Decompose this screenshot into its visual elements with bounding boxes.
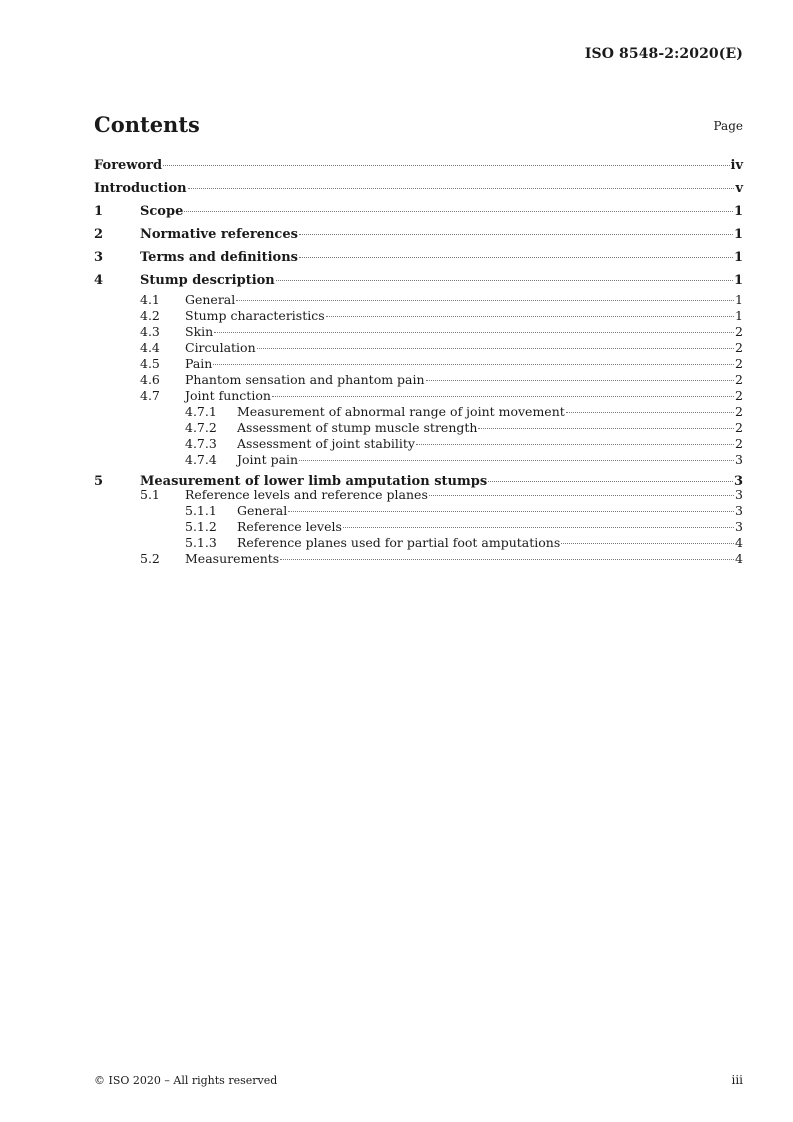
toc-entry-number: 4.7.3 [185, 436, 217, 451]
toc-entry-4-7-2[interactable] [94, 420, 743, 436]
toc-entry-page: 3 [735, 452, 743, 467]
toc-entry-page: 3 [735, 503, 743, 518]
toc-entry-label: Assessment of stump muscle strength [237, 420, 478, 435]
toc-entry-number: 4.6 [140, 372, 160, 387]
toc-entry-page: iv [730, 158, 743, 173]
toc-entry-number: 4.4 [140, 340, 160, 355]
toc-entry-4-5[interactable] [94, 356, 743, 372]
toc-entry-4-4[interactable] [94, 340, 743, 356]
toc-entry-page: 2 [735, 436, 743, 451]
dot-leader [488, 481, 733, 482]
dot-leader [288, 511, 734, 512]
dot-leader [566, 412, 734, 413]
dot-leader [299, 460, 734, 461]
toc-entry-normative-references[interactable] [94, 223, 743, 246]
toc-entry-label: Joint function [185, 388, 271, 403]
toc-entry-label: Phantom sensation and phantom pain [185, 372, 425, 387]
toc-entry-number: 1 [94, 204, 104, 219]
toc-entry-number: 4.7.1 [185, 404, 217, 419]
contents-heading-row [94, 112, 743, 140]
toc-entry-number: 4.7.2 [185, 420, 217, 435]
toc-entry-4-3[interactable] [94, 324, 743, 340]
toc-entry-page: v [735, 181, 743, 196]
dot-leader [188, 188, 735, 189]
toc-entry-label: Stump description [140, 273, 275, 288]
toc-entry-4-7-1[interactable] [94, 404, 743, 420]
toc-entry-stump-description[interactable] [94, 269, 743, 292]
dot-leader [236, 300, 734, 301]
table-of-contents [94, 154, 743, 567]
toc-entry-page: 3 [735, 487, 743, 502]
toc-entry-number: 4.1 [140, 292, 160, 307]
toc-entry-label: Foreword [94, 158, 163, 173]
toc-entry-page: 1 [733, 250, 743, 265]
dot-leader [276, 280, 733, 281]
toc-entry-number: 4.3 [140, 324, 160, 339]
dot-leader [272, 396, 734, 397]
toc-entry-number: 4.2 [140, 308, 160, 323]
toc-entry-number: 4.7.4 [185, 452, 217, 467]
document-id: ISO 8548-2:2020(E) [584, 46, 743, 62]
toc-entry-page: 3 [733, 474, 743, 489]
toc-entry-scope[interactable] [94, 200, 743, 223]
dot-leader [213, 364, 734, 365]
toc-entry-label: Reference levels and reference planes [185, 487, 428, 502]
toc-entry-number: 5.2 [140, 551, 160, 566]
dot-leader [163, 165, 729, 166]
toc-entry-number: 5.1.1 [185, 503, 217, 518]
toc-entry-number: 5.1.2 [185, 519, 217, 534]
toc-entry-label: Normative references [140, 227, 298, 242]
toc-entry-page: 2 [735, 340, 743, 355]
dot-leader [416, 444, 734, 445]
dot-leader [214, 332, 734, 333]
dot-leader [343, 527, 734, 528]
toc-entry-label: Assessment of joint stability [237, 436, 415, 451]
toc-entry-page: 2 [735, 356, 743, 371]
toc-entry-4-7[interactable] [94, 388, 743, 404]
toc-entry-label: Scope [140, 204, 184, 219]
toc-entry-number: 5.1 [140, 487, 160, 502]
dot-leader [280, 559, 734, 560]
dot-leader [561, 543, 734, 544]
toc-entry-5-1[interactable] [94, 487, 743, 503]
toc-entry-page: 1 [733, 227, 743, 242]
toc-entry-number: 2 [94, 227, 104, 242]
page-column-label: Page [713, 119, 743, 133]
toc-entry-number: 4.5 [140, 356, 160, 371]
page-title: Contents [94, 112, 200, 137]
toc-entry-introduction[interactable] [94, 177, 743, 200]
toc-entry-4-7-4[interactable] [94, 452, 743, 468]
toc-entry-page: 3 [735, 519, 743, 534]
toc-entry-number: 5.1.3 [185, 535, 217, 550]
toc-entry-number: 5 [94, 474, 104, 489]
toc-entry-page: 2 [735, 372, 743, 387]
dot-leader [299, 234, 733, 235]
toc-entry-label: Circulation [185, 340, 256, 355]
toc-entry-label: General [185, 292, 236, 307]
toc-entry-4-6[interactable] [94, 372, 743, 388]
toc-entry-label: Introduction [94, 181, 187, 196]
toc-entry-page: 2 [735, 324, 743, 339]
dot-leader [257, 348, 734, 349]
toc-entry-page: 1 [733, 273, 743, 288]
toc-entry-5-1-3[interactable] [94, 535, 743, 551]
toc-entry-foreword[interactable] [94, 154, 743, 177]
toc-entry-label: Joint pain [237, 452, 299, 467]
dot-leader [326, 316, 734, 317]
toc-entry-terms-and-definitions[interactable] [94, 246, 743, 269]
toc-entry-5-1-1[interactable] [94, 503, 743, 519]
toc-entry-page: 4 [735, 535, 743, 550]
toc-entry-label: Stump characteristics [185, 308, 325, 323]
toc-entry-4-7-3[interactable] [94, 436, 743, 452]
toc-entry-label: Pain [185, 356, 213, 371]
toc-entry-label: Reference levels [237, 519, 342, 534]
toc-entry-label: Reference planes used for partial foot amputations [237, 535, 561, 550]
toc-entry-label: General [237, 503, 288, 518]
dot-leader [429, 495, 734, 496]
toc-entry-5-1-2[interactable] [94, 519, 743, 535]
dot-leader [299, 257, 733, 258]
dot-leader [478, 428, 734, 429]
toc-entry-4-2[interactable] [94, 308, 743, 324]
dot-leader [184, 211, 733, 212]
toc-entry-number: 4.7 [140, 388, 160, 403]
toc-entry-number: 3 [94, 250, 104, 265]
page-number: iii [731, 1073, 743, 1087]
toc-entry-page: 1 [733, 204, 743, 219]
toc-entry-page: 1 [735, 292, 743, 307]
toc-entry-5-2[interactable] [94, 551, 743, 567]
toc-entry-page: 4 [735, 551, 743, 566]
toc-entry-page: 2 [735, 420, 743, 435]
toc-entry-label: Skin [185, 324, 214, 339]
toc-entry-page: 2 [735, 404, 743, 419]
toc-entry-4-1[interactable] [94, 292, 743, 308]
toc-entry-number: 4 [94, 273, 104, 288]
toc-entry-label: Measurements [185, 551, 280, 566]
copyright-notice: © ISO 2020 – All rights reserved [94, 1074, 278, 1087]
toc-entry-page: 2 [735, 388, 743, 403]
toc-entry-page: 1 [735, 308, 743, 323]
toc-entry-label: Measurement of abnormal range of joint movement [237, 404, 565, 419]
toc-entry-label: Measurement of lower limb amputation stumps [140, 474, 488, 489]
dot-leader [426, 380, 734, 381]
toc-entry-label: Terms and definitions [140, 250, 298, 265]
